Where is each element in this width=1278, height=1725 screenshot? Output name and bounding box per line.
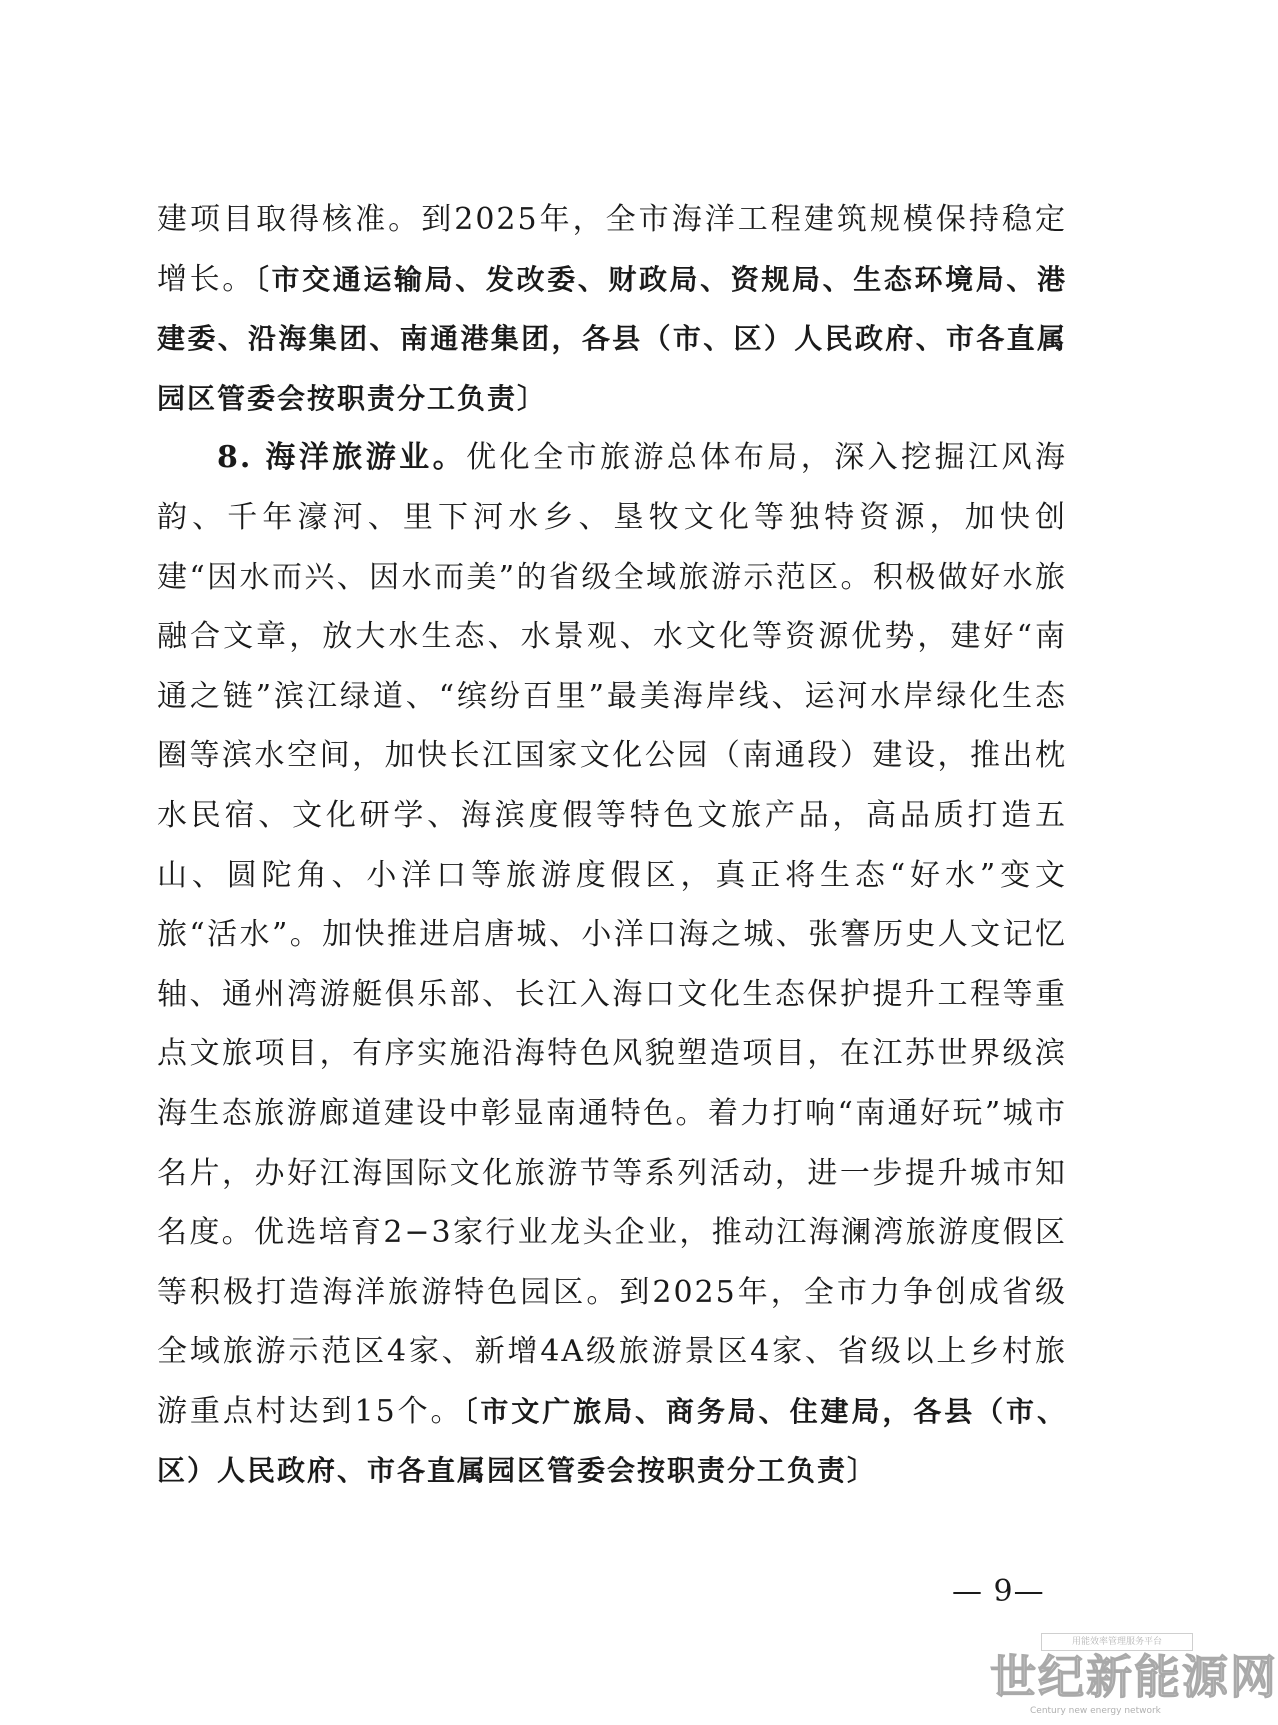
watermark-subtitle: Century new energy network [1030, 1706, 1161, 1716]
responsible-departments: 〔市文广旅局、商务局、住建局，各县（市、区）人民政府、市各直属园区管委会按职责分工负责〕 [157, 1394, 1067, 1488]
paragraph-marine-engineering [157, 190, 1067, 428]
watermark-top-line: 用能效率管理服务平台 [1041, 1633, 1193, 1651]
section-heading: 海洋旅游业。 [265, 440, 467, 476]
paragraph-text: 优化全市旅游总体布局，深入挖掘江风海韵、千年濠河、里下河水乡、垦牧文化等独特资源，加快创建“因水而兴、因水而美”的省级全域旅游示范区。积极做好水旅融合文章，放大水生态、水景观、水文化等资源优势，建好“南通之链”滨江绿道、“缤纷百里”最美海岸线、运河水岸绿化生态圈等滨水空间，加快长江国家文化公园（南通段）建设，推出枕水民宿、文化研学、海滨度假等特色文旅产品，高品质打造五山、圆陀角、小洋口等旅游度假区，真正将生态“好水”变文旅“活水”。加快推进启唐城、小洋口海之城、张謇历史人文记忆轴、通州湾游艇俱乐部、长江入海口文化生态保护提升工程等重点文旅项目，有序实施沿海特色风貌塑造项目，在江苏世界级滨海生态旅游廊道建设中彰显南通特色。着力打响“南通好玩”城市名片，办好江海国际文化旅游节等系列活动，进一步提升城市知名度。优选培育2−3家行业龙头企业，推动江海澜湾旅游度假区等积极打造海洋旅游特色园区。到2025年，全市力争创成省级全域旅游示范区4家、新增4A级旅游景区4家、省级以上乡村旅游重点村达到15个。 [157, 440, 1067, 1429]
watermark-logo-text: 世纪新能源网 [990, 1650, 1278, 1704]
responsible-departments: 〔市交通运输局、发改委、财政局、资规局、生态环境局、港建委、沿海集团、南通港集团，各县（市、区）人民政府、市各直属园区管委会按职责分工负责〕 [157, 262, 1068, 415]
page-number: — 9— [952, 1574, 1045, 1609]
paragraph-marine-tourism [157, 428, 1067, 1501]
section-number: 8. [217, 440, 253, 476]
paragraph-text: 建项目取得核准。到2025年，全市海洋工程建筑规模保持稳定增长。 [157, 202, 1067, 297]
document-body [157, 190, 1067, 1501]
